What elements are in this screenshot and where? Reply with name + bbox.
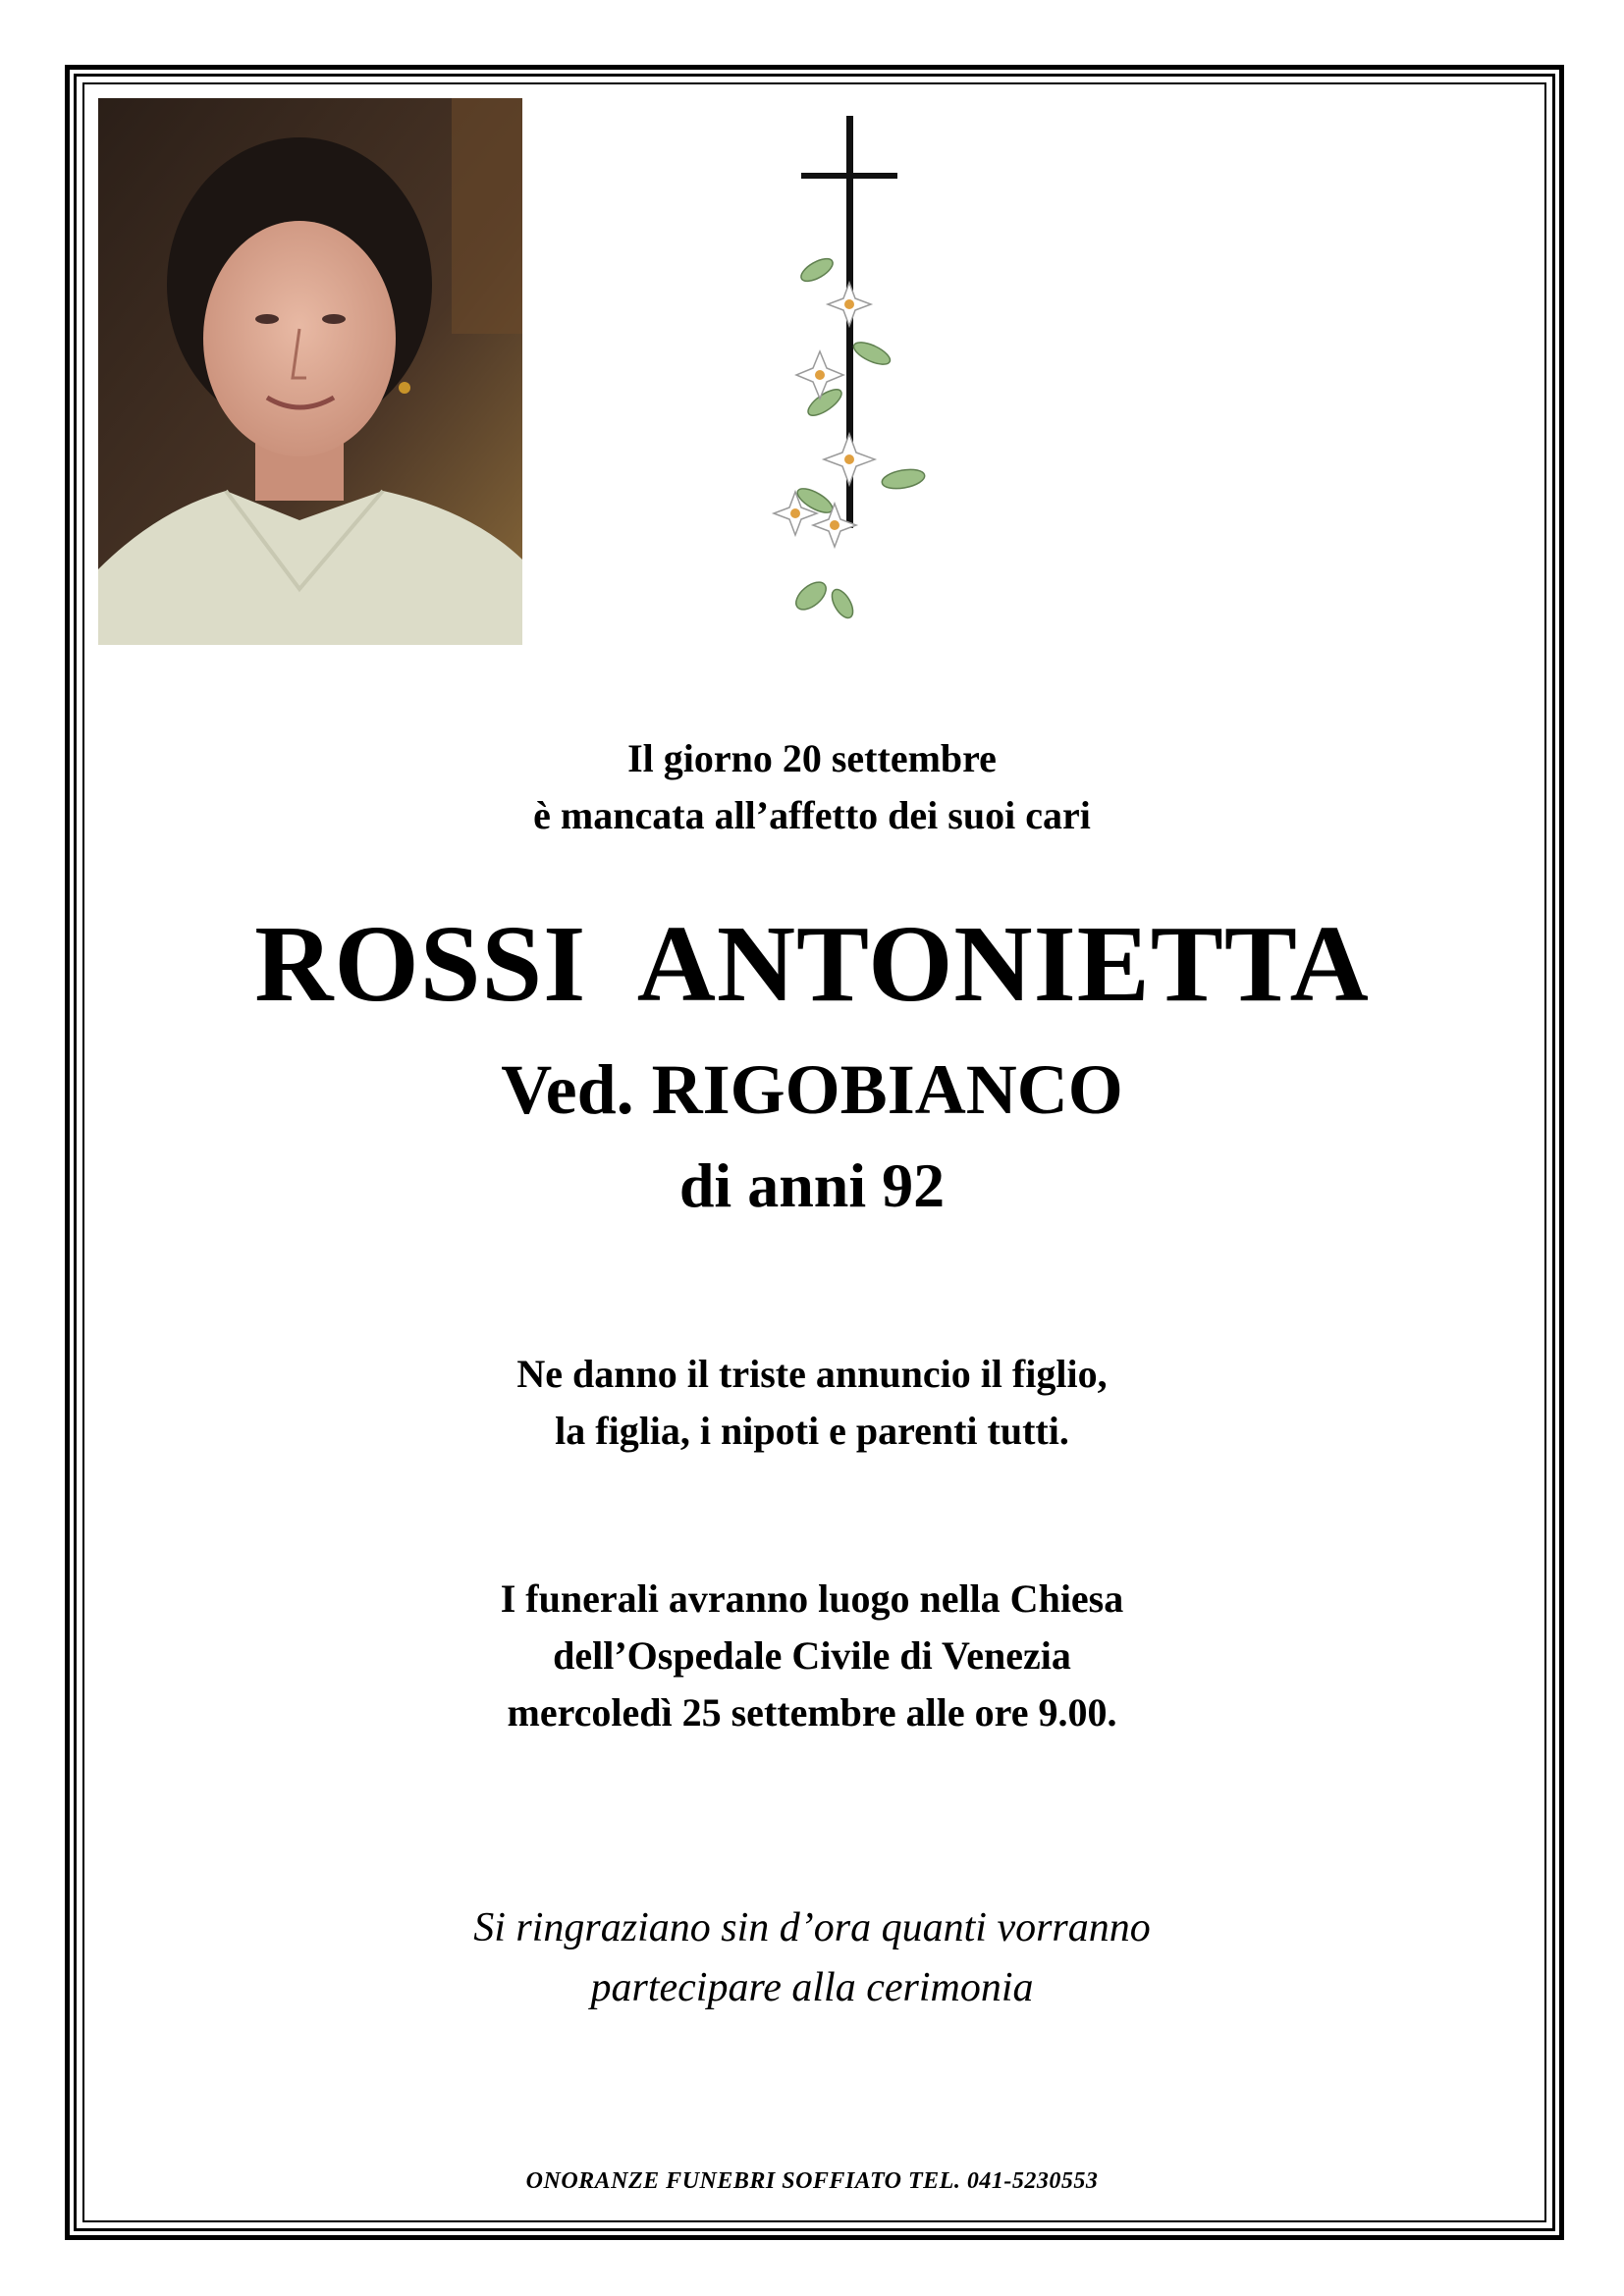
funeral-line: dell’Ospedale Civile di Venezia — [553, 1633, 1071, 1678]
widow-surname: Ved. RIGOBIANCO — [501, 1050, 1123, 1129]
thanks-line: partecipare alla cerimonia — [590, 1965, 1034, 2010]
thanks-line: Si ringraziano sin d’ora quanti vorranno — [473, 1905, 1151, 1950]
intro-line: è mancata all’affetto dei suoi cari — [533, 793, 1091, 837]
portrait-photo — [98, 98, 522, 645]
deceased-age: di anni 92 — [678, 1150, 946, 1220]
intro-line: Il giorno 20 settembre — [627, 736, 997, 780]
deceased-name: ROSSI ANTONIETTA — [254, 904, 1370, 1025]
death-notice-intro — [98, 730, 1526, 844]
announcement-line: la figlia, i nipoti e parenti tutti. — [555, 1409, 1069, 1453]
announcement-line: Ne danno il triste annuncio il figlio, — [516, 1352, 1108, 1396]
thanks-note — [98, 1898, 1526, 2018]
funeral-details — [98, 1571, 1526, 1741]
funeral-line: I funerali avranno luogo nella Chiesa — [500, 1576, 1124, 1621]
funeral-home-footer: ONORANZE FUNEBRI SOFFIATO TEL. 041-5230553 — [525, 2168, 1099, 2194]
funeral-line: mercoledì 25 settembre alle ore 9.00. — [507, 1690, 1117, 1735]
family-announcement — [98, 1346, 1526, 1460]
cross-with-lilies — [746, 108, 952, 638]
